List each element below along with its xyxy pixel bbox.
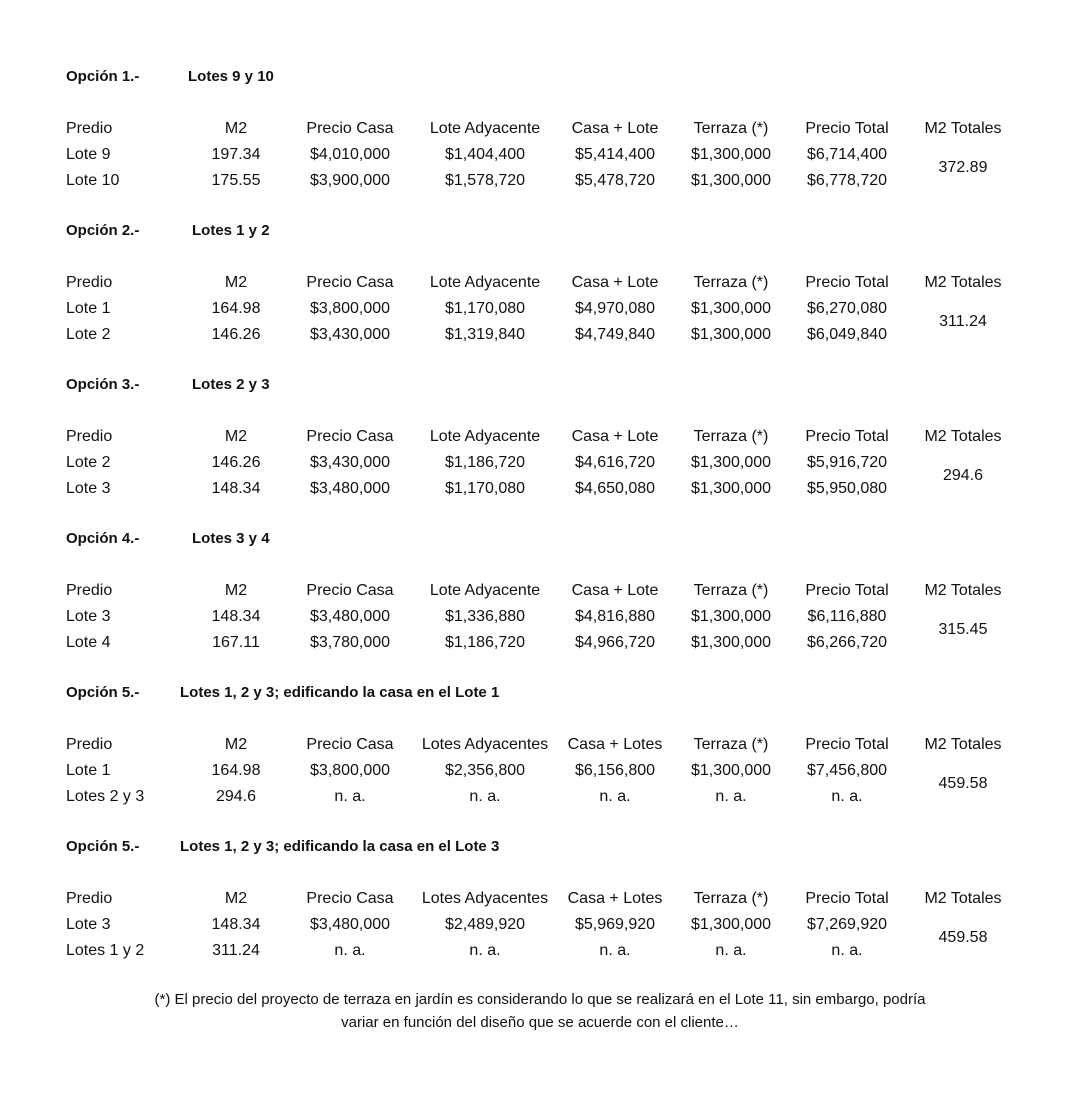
table-header-row: [0, 270, 1080, 296]
cell-predio: Lote 9: [66, 146, 111, 163]
cell-precio-total: $7,456,800: [806, 762, 888, 779]
cell-predio: Lote 4: [66, 634, 111, 651]
header-lote-adyacente: Lote Adyacente: [429, 120, 541, 137]
header-precio-total: Precio Total: [805, 428, 889, 445]
cell-terraza: n. a.: [715, 942, 747, 959]
header-terraza: Terraza (*): [693, 890, 769, 907]
header-precio-casa: Precio Casa: [306, 428, 394, 445]
header-m2: M2: [224, 890, 248, 907]
header-lote-adyacente: Lote Adyacente: [429, 274, 541, 291]
option-title: [0, 374, 1080, 396]
header-precio-casa: Precio Casa: [306, 736, 394, 753]
cell-casa-lote: $4,616,720: [574, 454, 656, 471]
cell-precio-casa: $3,800,000: [309, 300, 391, 317]
cell-precio-casa: $3,780,000: [309, 634, 391, 651]
cell-lote-adyacente: $1,186,720: [444, 634, 526, 651]
cell-m2: 148.34: [211, 916, 261, 933]
cell-lote-adyacente: n. a.: [469, 942, 501, 959]
cell-predio: Lotes 2 y 3: [66, 788, 145, 805]
option-number: Opción 5.-: [66, 684, 140, 701]
header-m2: M2: [224, 428, 248, 445]
cell-lote-adyacente: $1,319,840: [444, 326, 526, 343]
cell-precio-total: $6,714,400: [806, 146, 888, 163]
cell-precio-casa: $3,800,000: [309, 762, 391, 779]
option-title: [0, 836, 1080, 858]
cell-casa-lote: $5,478,720: [574, 172, 656, 189]
option-lotes: Lotes 1, 2 y 3; edificando la casa en el Lote 1: [180, 684, 500, 701]
cell-terraza: $1,300,000: [690, 300, 772, 317]
header-precio-total: Precio Total: [805, 120, 889, 137]
header-m2-totales: M2 Totales: [924, 582, 1002, 599]
cell-casa-lote: n. a.: [599, 788, 631, 805]
option-number: Opción 2.-: [66, 222, 140, 239]
cell-precio-total: $6,049,840: [806, 326, 888, 343]
header-precio-total: Precio Total: [805, 736, 889, 753]
option-title: [0, 682, 1080, 704]
cell-terraza: $1,300,000: [690, 608, 772, 625]
cell-predio: Lote 3: [66, 608, 111, 625]
cell-lote-adyacente: $1,186,720: [444, 454, 526, 471]
cell-m2: 197.34: [211, 146, 261, 163]
header-predio: Predio: [66, 428, 113, 445]
cell-precio-total: $7,269,920: [806, 916, 888, 933]
header-m2-totales: M2 Totales: [924, 428, 1002, 445]
option-number: Opción 3.-: [66, 376, 140, 393]
header-precio-total: Precio Total: [805, 274, 889, 291]
header-precio-total: Precio Total: [805, 582, 889, 599]
cell-lote-adyacente: $1,336,880: [444, 608, 526, 625]
cell-m2: 146.26: [211, 454, 261, 471]
table-header-row: [0, 886, 1080, 912]
cell-terraza: $1,300,000: [690, 326, 772, 343]
m2-totales-value: 311.24: [939, 313, 987, 330]
cell-casa-lote: $4,749,840: [574, 326, 656, 343]
cell-predio: Lote 3: [66, 480, 111, 497]
header-lote-adyacente: Lote Adyacente: [429, 582, 541, 599]
header-terraza: Terraza (*): [693, 736, 769, 753]
cell-precio-casa: n. a.: [334, 942, 366, 959]
header-casa-lote: Casa + Lotes: [567, 736, 663, 753]
header-m2-totales: M2 Totales: [924, 890, 1002, 907]
m2-totales-value: 459.58: [938, 775, 988, 792]
header-precio-casa: Precio Casa: [306, 274, 394, 291]
cell-m2: 164.98: [211, 762, 261, 779]
cell-precio-casa: $3,900,000: [309, 172, 391, 189]
option-title: [0, 220, 1080, 242]
header-precio-total: Precio Total: [805, 890, 889, 907]
cell-terraza: $1,300,000: [690, 916, 772, 933]
header-predio: Predio: [66, 582, 113, 599]
m2-totales-value: 372.89: [938, 159, 988, 176]
cell-lote-adyacente: $2,356,800: [444, 762, 526, 779]
cell-casa-lote: $4,816,880: [574, 608, 656, 625]
cell-casa-lote: $4,650,080: [574, 480, 656, 497]
cell-precio-total: n. a.: [831, 788, 863, 805]
cell-terraza: n. a.: [715, 788, 747, 805]
header-casa-lote: Casa + Lote: [571, 582, 659, 599]
cell-terraza: $1,300,000: [690, 146, 772, 163]
cell-precio-total: $6,116,880: [807, 608, 887, 625]
footnote-line-2: variar en función del diseño que se acuerde con el cliente…: [341, 1014, 739, 1031]
cell-precio-total: $6,270,080: [806, 300, 888, 317]
header-terraza: Terraza (*): [693, 120, 769, 137]
cell-predio: Lotes 1 y 2: [66, 942, 145, 959]
header-m2-totales: M2 Totales: [924, 274, 1002, 291]
option-lotes: Lotes 2 y 3: [192, 376, 270, 393]
cell-terraza: $1,300,000: [690, 454, 772, 471]
cell-m2: 294.6: [215, 788, 257, 805]
header-m2: M2: [224, 582, 248, 599]
cell-terraza: $1,300,000: [690, 634, 772, 651]
cell-lote-adyacente: $1,170,080: [444, 480, 526, 497]
table-header-row: [0, 732, 1080, 758]
header-casa-lote: Casa + Lote: [571, 428, 659, 445]
cell-m2: 148.34: [211, 608, 261, 625]
m2-totales-value: 315.45: [938, 621, 988, 638]
cell-precio-total: $5,950,080: [806, 480, 888, 497]
cell-lote-adyacente: n. a.: [469, 788, 501, 805]
cell-predio: Lote 2: [66, 326, 111, 343]
cell-precio-total: $6,266,720: [806, 634, 888, 651]
header-predio: Predio: [66, 736, 113, 753]
header-m2: M2: [224, 274, 248, 291]
header-casa-lote: Casa + Lote: [571, 120, 659, 137]
cell-casa-lote: $5,969,920: [574, 916, 656, 933]
header-m2: M2: [224, 120, 248, 137]
cell-casa-lote: $4,966,720: [574, 634, 656, 651]
cell-casa-lote: n. a.: [599, 942, 631, 959]
header-predio: Predio: [66, 120, 113, 137]
cell-predio: Lote 1: [66, 762, 111, 779]
cell-terraza: $1,300,000: [690, 172, 772, 189]
option-title: [0, 528, 1080, 550]
cell-m2: 148.34: [211, 480, 261, 497]
cell-precio-total: $5,916,720: [806, 454, 888, 471]
cell-casa-lote: $6,156,800: [574, 762, 656, 779]
header-lote-adyacente: Lote Adyacente: [429, 428, 541, 445]
option-lotes: Lotes 1 y 2: [192, 222, 270, 239]
cell-m2: 164.98: [211, 300, 261, 317]
header-m2-totales: M2 Totales: [924, 120, 1002, 137]
cell-precio-casa: $3,480,000: [309, 916, 391, 933]
option-number: Opción 1.-: [66, 68, 140, 85]
header-precio-casa: Precio Casa: [306, 890, 394, 907]
header-terraza: Terraza (*): [693, 274, 769, 291]
cell-precio-casa: $3,430,000: [309, 326, 391, 343]
cell-lote-adyacente: $2,489,920: [444, 916, 526, 933]
cell-m2: 167.11: [212, 634, 260, 651]
cell-casa-lote: $4,970,080: [574, 300, 656, 317]
table-header-row: [0, 424, 1080, 450]
cell-terraza: $1,300,000: [690, 762, 772, 779]
header-casa-lote: Casa + Lotes: [567, 890, 663, 907]
table-header-row: [0, 578, 1080, 604]
cell-predio: Lote 10: [66, 172, 120, 189]
cell-precio-casa: $3,480,000: [309, 480, 391, 497]
option-title: [0, 66, 1080, 88]
header-lote-adyacente: Lotes Adyacentes: [421, 890, 549, 907]
header-lote-adyacente: Lotes Adyacentes: [421, 736, 549, 753]
header-m2-totales: M2 Totales: [924, 736, 1002, 753]
header-predio: Predio: [66, 274, 113, 291]
cell-predio: Lote 2: [66, 454, 111, 471]
footnote-line-1: (*) El precio del proyecto de terraza en jardín es considerando lo que se realizará en el Lote 11, sin embargo, podría: [154, 991, 926, 1008]
cell-precio-total: $6,778,720: [806, 172, 888, 189]
option-number: Opción 5.-: [66, 838, 140, 855]
option-lotes: Lotes 9 y 10: [188, 68, 274, 85]
cell-terraza: $1,300,000: [690, 480, 772, 497]
cell-precio-casa: $3,480,000: [309, 608, 391, 625]
table-header-row: [0, 116, 1080, 142]
header-terraza: Terraza (*): [693, 428, 769, 445]
cell-m2: 311.24: [212, 942, 260, 959]
cell-predio: Lote 3: [66, 916, 111, 933]
terraza-footnote: [60, 988, 1020, 1034]
m2-totales-value: 294.6: [942, 467, 984, 484]
option-lotes: Lotes 1, 2 y 3; edificando la casa en el Lote 3: [180, 838, 500, 855]
option-lotes: Lotes 3 y 4: [192, 530, 270, 547]
cell-precio-casa: n. a.: [334, 788, 366, 805]
cell-precio-casa: $3,430,000: [309, 454, 391, 471]
cell-lote-adyacente: $1,170,080: [444, 300, 526, 317]
option-number: Opción 4.-: [66, 530, 140, 547]
cell-lote-adyacente: $1,404,400: [444, 146, 526, 163]
header-casa-lote: Casa + Lote: [571, 274, 659, 291]
cell-precio-casa: $4,010,000: [309, 146, 391, 163]
cell-predio: Lote 1: [66, 300, 111, 317]
cell-precio-total: n. a.: [831, 942, 863, 959]
header-precio-casa: Precio Casa: [306, 582, 394, 599]
m2-totales-value: 459.58: [938, 929, 988, 946]
header-terraza: Terraza (*): [693, 582, 769, 599]
header-precio-casa: Precio Casa: [306, 120, 394, 137]
cell-m2: 175.55: [211, 172, 261, 189]
cell-m2: 146.26: [211, 326, 261, 343]
cell-casa-lote: $5,414,400: [574, 146, 656, 163]
cell-lote-adyacente: $1,578,720: [444, 172, 526, 189]
header-m2: M2: [224, 736, 248, 753]
header-predio: Predio: [66, 890, 113, 907]
